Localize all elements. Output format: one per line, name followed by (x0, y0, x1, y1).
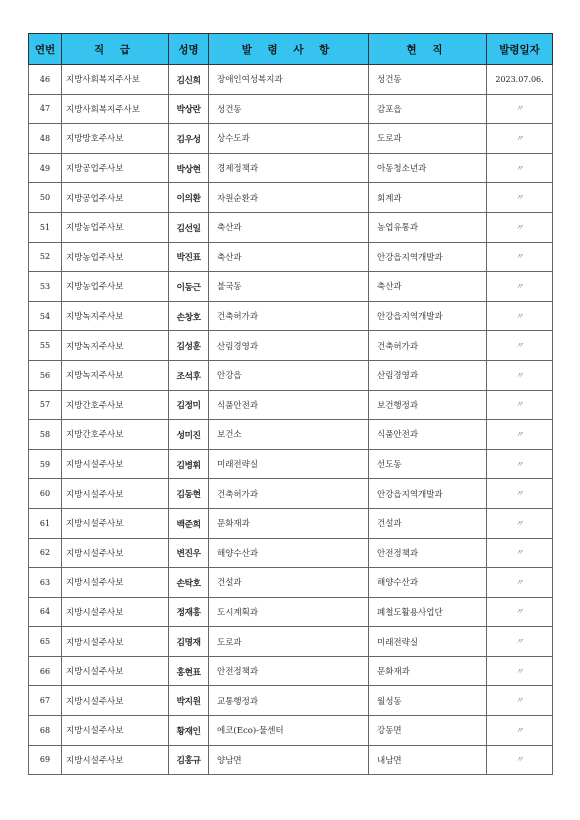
cell-current: 강동면 (369, 716, 487, 746)
cell-no: 53 (29, 272, 62, 302)
cell-appointment: 성건동 (209, 94, 369, 124)
cell-no: 56 (29, 360, 62, 390)
cell-appointment: 건축허가과 (209, 479, 369, 509)
cell-current: 폐철도활용사업단 (369, 597, 487, 627)
cell-no: 68 (29, 716, 62, 746)
cell-appointment: 자원순환과 (209, 183, 369, 213)
cell-appointment: 보건소 (209, 420, 369, 450)
cell-appointment: 안전정책과 (209, 656, 369, 686)
cell-rank: 지방간호주사보 (62, 420, 169, 450)
cell-date: 〃 (487, 212, 553, 242)
cell-appointment: 문화재과 (209, 508, 369, 538)
cell-rank: 지방사회복지주사보 (62, 65, 169, 95)
table-row (29, 153, 553, 183)
cell-appointment: 안강읍 (209, 360, 369, 390)
cell-appointment: 건축허가과 (209, 301, 369, 331)
cell-current: 월성동 (369, 686, 487, 716)
cell-current: 선도동 (369, 449, 487, 479)
header-name: 성명 (169, 34, 209, 65)
cell-current: 축산과 (369, 272, 487, 302)
cell-name: 김선일 (169, 212, 209, 242)
cell-rank: 지방농업주사보 (62, 212, 169, 242)
cell-current: 성건동 (369, 65, 487, 95)
cell-no: 65 (29, 627, 62, 657)
table-row (29, 301, 553, 331)
cell-name: 손창호 (169, 301, 209, 331)
cell-rank: 지방시설주사보 (62, 656, 169, 686)
header-current: 현 직 (369, 34, 487, 65)
cell-appointment: 양남면 (209, 745, 369, 775)
cell-current: 안강읍지역개발과 (369, 479, 487, 509)
cell-rank: 지방시설주사보 (62, 716, 169, 746)
cell-name: 변진우 (169, 538, 209, 568)
table-row (29, 656, 553, 686)
cell-no: 54 (29, 301, 62, 331)
table-row (29, 331, 553, 361)
table-row (29, 212, 553, 242)
cell-appointment: 도시계획과 (209, 597, 369, 627)
cell-no: 49 (29, 153, 62, 183)
cell-date: 〃 (487, 716, 553, 746)
cell-current: 해양수산과 (369, 568, 487, 598)
cell-name: 손탁호 (169, 568, 209, 598)
cell-appointment: 에코(Eco)-물센터 (209, 716, 369, 746)
cell-date: 〃 (487, 508, 553, 538)
cell-name: 성미진 (169, 420, 209, 450)
cell-date: 〃 (487, 390, 553, 420)
cell-name: 김동현 (169, 479, 209, 509)
cell-appointment: 축산과 (209, 212, 369, 242)
cell-date: 〃 (487, 331, 553, 361)
cell-current: 아동청소년과 (369, 153, 487, 183)
table-header-row (29, 34, 553, 65)
cell-rank: 지방시설주사보 (62, 627, 169, 657)
cell-current: 도로과 (369, 124, 487, 154)
table-row (29, 420, 553, 450)
header-no: 연번 (29, 34, 62, 65)
cell-date: 〃 (487, 627, 553, 657)
cell-name: 이의환 (169, 183, 209, 213)
cell-current: 산림경영과 (369, 360, 487, 390)
cell-no: 66 (29, 656, 62, 686)
cell-name: 김성훈 (169, 331, 209, 361)
cell-name: 김명재 (169, 627, 209, 657)
cell-date: 〃 (487, 420, 553, 450)
cell-date: 〃 (487, 745, 553, 775)
cell-no: 55 (29, 331, 62, 361)
cell-rank: 지방시설주사보 (62, 479, 169, 509)
cell-no: 69 (29, 745, 62, 775)
cell-current: 농업유통과 (369, 212, 487, 242)
cell-current: 회계과 (369, 183, 487, 213)
cell-name: 이동근 (169, 272, 209, 302)
cell-appointment: 미래전략실 (209, 449, 369, 479)
cell-rank: 지방공업주사보 (62, 183, 169, 213)
cell-rank: 지방시설주사보 (62, 568, 169, 598)
table-row (29, 627, 553, 657)
cell-rank: 지방간호주사보 (62, 390, 169, 420)
header-rank: 직 급 (62, 34, 169, 65)
cell-date: 〃 (487, 538, 553, 568)
cell-current: 안전정책과 (369, 538, 487, 568)
cell-rank: 지방사회복지주사보 (62, 94, 169, 124)
cell-appointment: 교통행정과 (209, 686, 369, 716)
cell-appointment: 상수도과 (209, 124, 369, 154)
cell-rank: 지방시설주사보 (62, 597, 169, 627)
table-row (29, 597, 553, 627)
table-row (29, 360, 553, 390)
cell-name: 김정미 (169, 390, 209, 420)
cell-date: 〃 (487, 124, 553, 154)
table-row (29, 390, 553, 420)
cell-current: 안강읍지역개발과 (369, 242, 487, 272)
appointment-table (28, 33, 553, 775)
cell-name: 박상현 (169, 153, 209, 183)
cell-rank: 지방농업주사보 (62, 272, 169, 302)
cell-rank: 지방시설주사보 (62, 449, 169, 479)
table-row (29, 124, 553, 154)
cell-no: 60 (29, 479, 62, 509)
header-appointment: 발 령 사 항 (209, 34, 369, 65)
cell-appointment: 해양수산과 (209, 538, 369, 568)
cell-rank: 지방농업주사보 (62, 242, 169, 272)
appointment-document (28, 33, 552, 775)
cell-date: 〃 (487, 360, 553, 390)
cell-rank: 지방시설주사보 (62, 686, 169, 716)
cell-current: 감포읍 (369, 94, 487, 124)
cell-rank: 지방시설주사보 (62, 538, 169, 568)
cell-appointment: 장애인여성복지과 (209, 65, 369, 95)
cell-rank: 지방녹지주사보 (62, 331, 169, 361)
cell-appointment: 건설과 (209, 568, 369, 598)
table-row (29, 716, 553, 746)
cell-name: 백준희 (169, 508, 209, 538)
cell-name: 김우성 (169, 124, 209, 154)
header-date: 발령일자 (487, 34, 553, 65)
cell-rank: 지방녹지주사보 (62, 360, 169, 390)
cell-current: 보건행정과 (369, 390, 487, 420)
cell-name: 박상란 (169, 94, 209, 124)
cell-date: 〃 (487, 242, 553, 272)
cell-no: 63 (29, 568, 62, 598)
table-row (29, 242, 553, 272)
cell-no: 46 (29, 65, 62, 95)
cell-date: 〃 (487, 153, 553, 183)
cell-name: 김신희 (169, 65, 209, 95)
cell-date: 〃 (487, 94, 553, 124)
cell-appointment: 도로과 (209, 627, 369, 657)
table-row (29, 568, 553, 598)
table-row (29, 272, 553, 302)
cell-no: 47 (29, 94, 62, 124)
cell-name: 정재홍 (169, 597, 209, 627)
cell-rank: 지방방호주사보 (62, 124, 169, 154)
table-row (29, 183, 553, 213)
cell-name: 박지원 (169, 686, 209, 716)
cell-date: 〃 (487, 479, 553, 509)
cell-no: 52 (29, 242, 62, 272)
cell-date: 〃 (487, 272, 553, 302)
cell-name: 조석후 (169, 360, 209, 390)
cell-date: 2023.07.06. (487, 65, 553, 95)
cell-no: 58 (29, 420, 62, 450)
cell-rank: 지방공업주사보 (62, 153, 169, 183)
cell-date: 〃 (487, 686, 553, 716)
table-row (29, 686, 553, 716)
cell-date: 〃 (487, 597, 553, 627)
cell-no: 62 (29, 538, 62, 568)
cell-date: 〃 (487, 656, 553, 686)
cell-current: 건축허가과 (369, 331, 487, 361)
cell-current: 건설과 (369, 508, 487, 538)
cell-name: 김홍규 (169, 745, 209, 775)
cell-name: 김병휘 (169, 449, 209, 479)
cell-appointment: 불국동 (209, 272, 369, 302)
table-row (29, 538, 553, 568)
cell-current: 내남면 (369, 745, 487, 775)
cell-current: 문화재과 (369, 656, 487, 686)
cell-no: 50 (29, 183, 62, 213)
cell-rank: 지방시설주사보 (62, 508, 169, 538)
cell-name: 홍현표 (169, 656, 209, 686)
table-row (29, 508, 553, 538)
cell-no: 59 (29, 449, 62, 479)
table-row (29, 479, 553, 509)
cell-name: 박진표 (169, 242, 209, 272)
cell-date: 〃 (487, 449, 553, 479)
cell-appointment: 경제정책과 (209, 153, 369, 183)
table-row (29, 745, 553, 775)
cell-no: 48 (29, 124, 62, 154)
cell-no: 67 (29, 686, 62, 716)
table-row (29, 65, 553, 95)
cell-rank: 지방녹지주사보 (62, 301, 169, 331)
cell-current: 식품안전과 (369, 420, 487, 450)
cell-name: 황재인 (169, 716, 209, 746)
cell-current: 안강읍지역개발과 (369, 301, 487, 331)
cell-rank: 지방시설주사보 (62, 745, 169, 775)
cell-appointment: 식품안전과 (209, 390, 369, 420)
table-row (29, 449, 553, 479)
table-row (29, 94, 553, 124)
cell-no: 64 (29, 597, 62, 627)
cell-date: 〃 (487, 183, 553, 213)
cell-no: 61 (29, 508, 62, 538)
cell-date: 〃 (487, 301, 553, 331)
cell-no: 51 (29, 212, 62, 242)
cell-no: 57 (29, 390, 62, 420)
cell-date: 〃 (487, 568, 553, 598)
cell-appointment: 산림경영과 (209, 331, 369, 361)
cell-appointment: 축산과 (209, 242, 369, 272)
cell-current: 미래전략실 (369, 627, 487, 657)
